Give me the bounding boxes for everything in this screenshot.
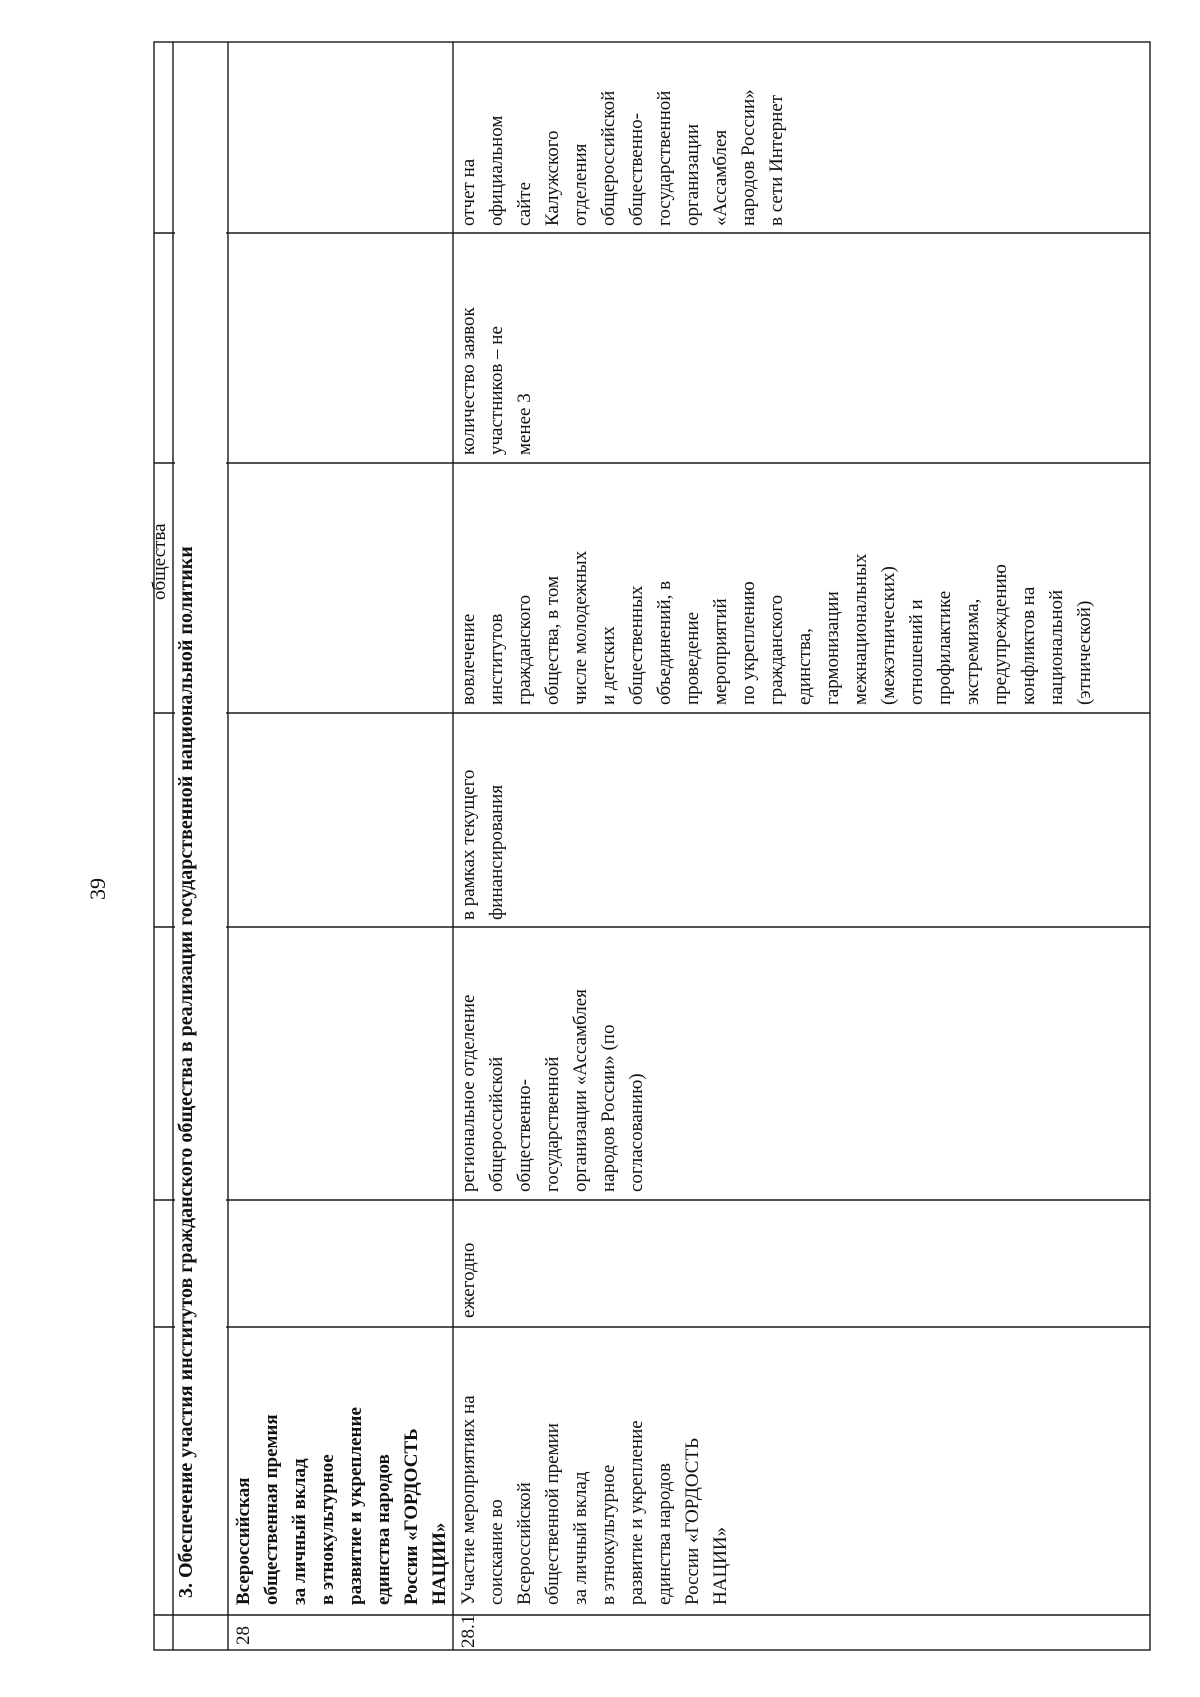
row-28-1-term: ежегодно — [458, 1242, 479, 1318]
row-28-1-number: 28.1 — [458, 1614, 479, 1648]
row-28-1-funding: в рамках текущего финансирования — [458, 769, 507, 920]
row-28-1-result: вовлечение институтов гражданского общества, в том числе молодежных и детских общественных объединений, в проведение мероприятий по укреплению гражданского единства, гармонизации межнациональных (межэтнических) отношений и профилактике экстремизма, предупреждению конфликтов на национальной (этнической) — [458, 550, 1095, 705]
row-28-1-executor: региональное отделение общероссийской общественно- государственной организации «Ассамблея народов России» (по согласованию) — [458, 989, 647, 1192]
section-title: 3. Обеспечение участия институтов гражданского общества в реализации государственной национальной политики — [175, 546, 197, 1598]
row-28-1-indicator: количество заявок участников – не менее 3 — [458, 307, 535, 455]
row-28-name: Всероссийская общественная премия за личный вклад в этнокультурное развитие и укрепление единства народов России «ГОРДОСТЬ НАЦИИ» — [233, 1407, 450, 1605]
row-28-1-name: Участие мероприятиях на соискание во Всероссийской общественной премии за личный вклад в этнокультурное развитие и укрепление единства народов России «ГОРДОСТЬ НАЦИИ» — [458, 1395, 731, 1605]
top-fragment-text: общества — [149, 523, 170, 600]
page-number: 39 — [85, 878, 110, 900]
row-28-number: 28 — [233, 1626, 254, 1645]
row-28-1-report: отчет на официальном сайте Калужского отделения общероссийской общественно- государственной организации «Ассамблея народов России» в сети Интернет — [458, 89, 787, 226]
